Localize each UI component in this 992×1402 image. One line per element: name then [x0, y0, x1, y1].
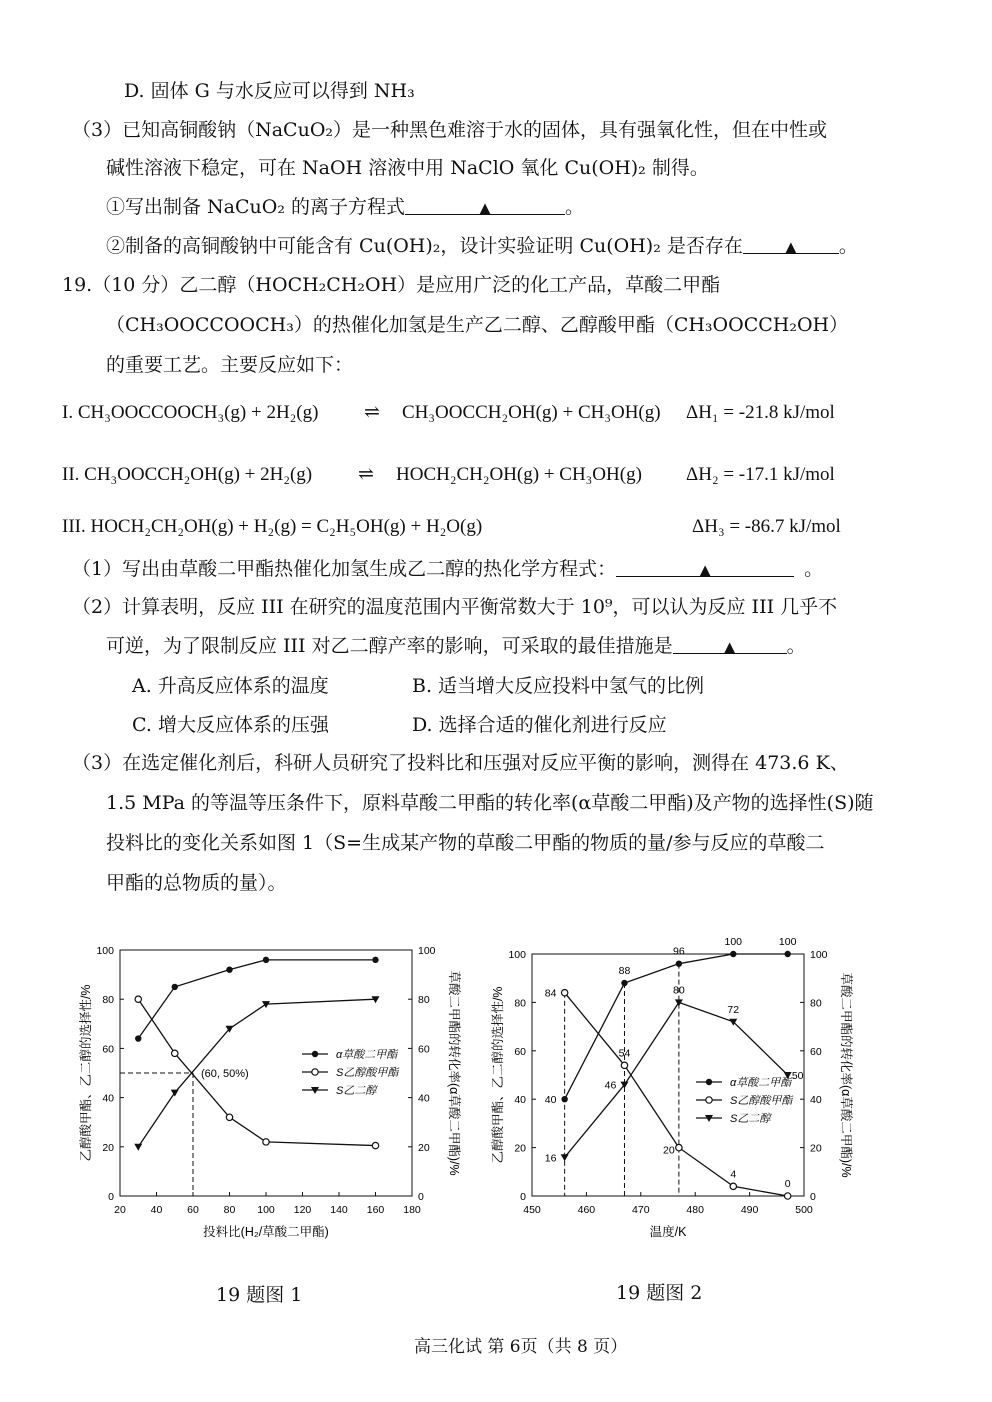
x-tick-label: 80: [223, 1204, 236, 1216]
x-tick-label: 450: [523, 1204, 541, 1216]
blank-triangle-icon: ▲: [699, 561, 711, 579]
intersection-annotation: (60, 50%): [201, 1068, 249, 1080]
sub-question-3-line2: 1.5 MPa 的等温等压条件下，原料草酸二甲酯的转化率(α草酸二甲酯)及产物的选择性(S)随: [106, 792, 874, 814]
y-tick-label-right: 20: [418, 1141, 430, 1154]
equilibrium-arrow: ⇌: [358, 464, 374, 485]
data-point: [263, 1139, 269, 1145]
x-tick-label: 20: [114, 1204, 126, 1216]
answer-blank[interactable]: [616, 556, 794, 577]
reaction-1-enthalpy: ΔH₁ = -21.8 kJ/mol: [686, 402, 835, 423]
answer-blank[interactable]: [405, 194, 565, 215]
data-point: [372, 1142, 378, 1148]
y-axis-label-left: 乙醇酸甲酯、乙二醇的选择性/%: [79, 984, 93, 1162]
y-tick-label-right: 40: [810, 1094, 822, 1107]
reaction-3-enthalpy: ΔH₃ = -86.7 kJ/mol: [692, 516, 841, 537]
reaction-1-right: CH₃OOCCH₂OH(g) + CH₃OH(g): [402, 402, 661, 423]
x-tick-label: 100: [257, 1204, 275, 1216]
y-tick-label-left: 60: [102, 1043, 114, 1056]
legend-label: S乙二醇: [336, 1085, 377, 1097]
q19-intro-line3: 的重要工艺。主要反应如下：: [106, 354, 354, 376]
figure-2-chart: [491, 930, 930, 1260]
reaction-3-equation: III. HOCH₂CH₂OH(g) + H₂(g) = C₂H₅OH(g) + H₂O(g): [62, 516, 483, 537]
y-tick-label-right: 40: [418, 1092, 430, 1105]
y-tick-label-right: 20: [810, 1142, 822, 1155]
reaction-3: [62, 514, 841, 540]
y-tick-label-right: 60: [810, 1045, 822, 1058]
q3-intro-line2: 碱性溶液下稳定，可在 NaOH 溶液中用 NaClO 氧化 Cu(OH)₂ 制得。: [106, 157, 709, 179]
data-point: [172, 1050, 178, 1056]
data-label: 96: [673, 945, 685, 958]
x-tick-label: 490: [740, 1204, 759, 1216]
data-label: 88: [618, 965, 631, 978]
blank-triangle-icon: ▲: [479, 199, 491, 217]
x-axis-label: 投料比(H₂/草酸二甲酯): [203, 1225, 329, 1239]
legend-label: α草酸二甲酯: [336, 1049, 398, 1061]
legend-label: S乙二醇: [730, 1113, 771, 1125]
x-axis-label: 温度/K: [649, 1225, 687, 1239]
page-footer: 高三化试 第 6页（共 8 页）: [414, 1337, 628, 1357]
y-tick-label-left: 60: [514, 1045, 526, 1058]
y-tick-label-right: 100: [810, 949, 828, 961]
data-label: 46: [604, 1079, 617, 1092]
y-tick-label-right: 60: [418, 1043, 430, 1056]
sub-question-3-line3: 投料比的变化关系如图 1（S=生成某产物的草酸二甲酯的物质的量/参与反应的草酸二: [106, 832, 825, 854]
legend-label: α草酸二甲酯: [730, 1077, 792, 1089]
data-label: 40: [544, 1094, 557, 1107]
data-point: [226, 1114, 232, 1120]
y-tick-label-left: 20: [102, 1141, 114, 1154]
legend-label: S乙醇酸甲酯: [730, 1095, 793, 1107]
sub-question-1-text: （1）写出由草酸二甲酯热催化加氢生成乙二醇的热化学方程式：: [72, 558, 617, 580]
y-tick-label-left: 40: [102, 1092, 114, 1105]
reaction-2: [62, 462, 835, 488]
sub-question-3-line1: （3）在选定催化剂后，科研人员研究了投料比和压强对反应平衡的影响，测得在 473.6 K、: [72, 752, 849, 774]
q19-intro-line2: （CH₃OOCCOOCH₃）的热催化加氢是生产乙二醇、乙醇酸甲酯（CH₃OOCCH₂OH）: [106, 314, 849, 336]
period: 。: [838, 235, 858, 257]
data-point: [135, 1035, 141, 1041]
data-point: [676, 1144, 682, 1150]
reaction-2-enthalpy: ΔH₂ = -17.1 kJ/mol: [686, 464, 835, 485]
reaction-2-right: HOCH₂CH₂OH(g) + CH₃OH(g): [396, 464, 642, 485]
y-tick-label-left: 0: [520, 1191, 526, 1203]
data-label: 80: [673, 984, 685, 997]
x-tick-label: 460: [577, 1204, 596, 1216]
x-tick-label: 140: [330, 1204, 348, 1216]
equilibrium-arrow: ⇌: [364, 402, 380, 423]
data-label: 100: [778, 936, 797, 948]
q19-intro-line1: 19.（10 分）乙二醇（HOCH₂CH₂OH）是应用广泛的化工产品，草酸二甲酯: [62, 274, 721, 296]
data-point: [784, 951, 790, 957]
y-tick-label-right: 0: [810, 1191, 816, 1203]
data-point: [226, 966, 232, 972]
data-label: 50: [791, 1070, 804, 1082]
data-point: [730, 1183, 736, 1189]
y-tick-label-left: 20: [514, 1142, 526, 1155]
reaction-2-left: II. CH₃OOCCH₂OH(g) + 2H₂(g): [62, 464, 313, 485]
data-point: [784, 1193, 790, 1199]
x-tick-label: 160: [366, 1204, 385, 1216]
sub-question-1: [72, 556, 823, 582]
data-point: [676, 960, 682, 966]
data-label: 20: [663, 1144, 675, 1157]
option-d-text: D. 固体 G 与水反应可以得到 NH₃: [124, 80, 415, 102]
data-point: [171, 1090, 179, 1097]
answer-blank[interactable]: [673, 633, 787, 654]
period: 。: [786, 635, 806, 657]
blank-triangle-icon: ▲: [723, 638, 736, 656]
data-label: 84: [544, 987, 557, 1000]
x-tick-label: 60: [187, 1204, 199, 1216]
legend-marker: [312, 1051, 318, 1057]
data-label: 4: [730, 1168, 737, 1181]
reaction-1: [62, 400, 835, 426]
sub-question-2-line1: （2）计算表明，反应 III 在研究的温度范围内平衡常数大于 10⁹，可以认为反应 III 几乎不: [72, 596, 838, 618]
period: 。: [565, 196, 585, 218]
data-point: [561, 1096, 567, 1102]
series-line: [138, 960, 375, 1039]
data-point: [372, 957, 378, 963]
q3-sub1-text: ①写出制备 NaCuO₂ 的离子方程式: [106, 196, 406, 218]
data-point: [134, 1144, 142, 1151]
sub-question-2-line2: [106, 633, 806, 659]
reaction-1-left: I. CH₃OOCCOOCH₃(g) + 2H₂(g): [62, 402, 319, 423]
legend-marker: [312, 1069, 318, 1075]
y-tick-label-right: 80: [810, 997, 822, 1010]
data-point: [621, 980, 627, 986]
y-tick-label-left: 40: [514, 1094, 526, 1107]
data-point: [561, 990, 567, 996]
data-label: 16: [544, 1152, 557, 1165]
y-tick-label-left: 0: [108, 1191, 114, 1203]
data-point: [263, 957, 269, 963]
sub-question-3-line4: 甲酯的总物质的量）。: [106, 872, 287, 894]
y-tick-label-right: 100: [418, 945, 436, 957]
legend-marker: [706, 1097, 712, 1103]
data-point: [561, 1154, 569, 1161]
data-label: 0: [784, 1178, 791, 1190]
y-tick-label-left: 100: [96, 945, 114, 957]
q3-sub2: [106, 233, 858, 259]
sub-question-2-text: 可逆，为了限制反应 III 对乙二醇产率的影响，可采取的最佳措施是: [106, 635, 673, 657]
data-point: [730, 951, 736, 957]
figure-2-caption: 19 题图 2: [616, 1282, 703, 1304]
x-tick-label: 480: [686, 1204, 704, 1216]
data-point: [172, 984, 178, 990]
option-b[interactable]: B. 适当增大反应投料中氢气的比例: [412, 675, 705, 697]
data-label: 100: [724, 936, 743, 948]
option-d[interactable]: D. 选择合适的催化剂进行反应: [412, 714, 667, 736]
q3-intro-line1: （3）已知高铜酸钠（NaCuO₂）是一种黑色难溶于水的固体，具有强氧化性，但在中性或: [72, 119, 828, 141]
figure-1-chart: [40, 930, 500, 1260]
y-tick-label-right: 80: [418, 994, 430, 1007]
x-tick-label: 180: [403, 1204, 421, 1216]
plot-frame: [532, 954, 804, 1196]
data-label: 54: [618, 1047, 631, 1060]
x-tick-label: 500: [795, 1204, 813, 1216]
y-axis-label-right: 草酸二甲酯的转化率(α草酸二甲酯)/%: [839, 972, 853, 1178]
x-tick-label: 470: [632, 1204, 650, 1216]
y-tick-label-left: 100: [508, 949, 526, 961]
q3-sub1: [106, 194, 584, 220]
y-axis-label-right: 草酸二甲酯的转化率(α草酸二甲酯)/%: [447, 970, 461, 1176]
option-c[interactable]: C. 增大反应体系的压强: [132, 714, 329, 736]
legend-marker: [706, 1079, 712, 1085]
q3-sub2-text: ②制备的高铜酸钠中可能含有 Cu(OH)₂，设计实验证明 Cu(OH)₂ 是否存在: [106, 235, 743, 257]
y-axis-label-left: 乙醇酸甲酯、乙二醇的选择性/%: [491, 986, 505, 1164]
blank-triangle-icon: ▲: [785, 238, 797, 256]
x-tick-label: 120: [293, 1204, 312, 1216]
y-tick-label-left: 80: [102, 994, 114, 1007]
x-tick-label: 40: [150, 1204, 163, 1216]
y-tick-label-right: 0: [418, 1191, 424, 1203]
y-tick-label-left: 80: [514, 997, 526, 1010]
data-point: [621, 1062, 627, 1068]
data-point: [135, 996, 141, 1002]
answer-blank[interactable]: [743, 233, 839, 254]
figure-1-caption: 19 题图 1: [216, 1284, 303, 1306]
legend-label: S乙醇酸甲酯: [336, 1067, 399, 1079]
data-label: 72: [727, 1003, 740, 1016]
option-a[interactable]: A. 升高反应体系的温度: [132, 675, 329, 697]
period: 。: [804, 558, 824, 580]
